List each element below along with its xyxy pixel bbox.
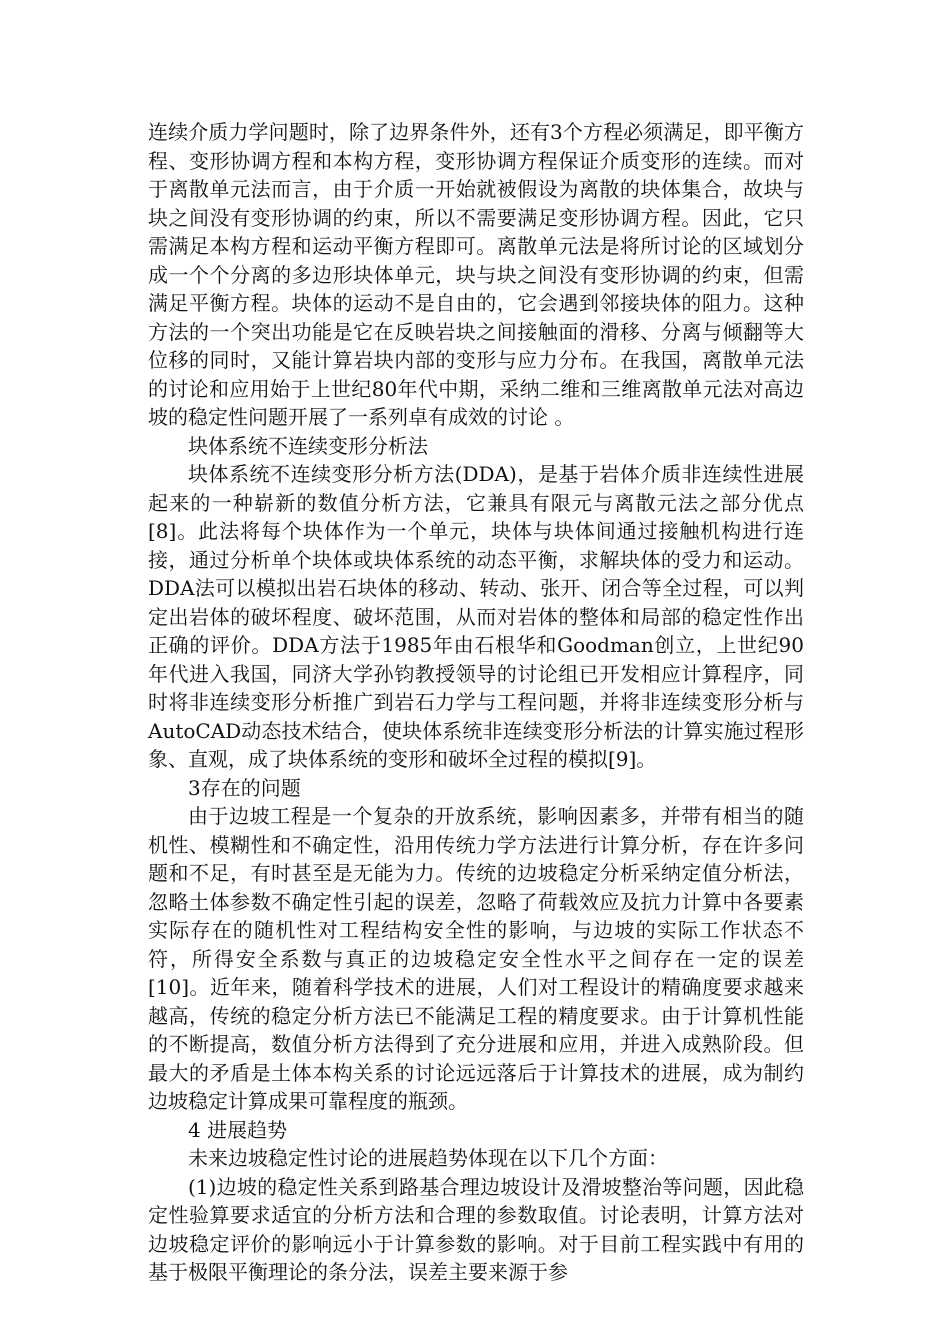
heading-dda: 块体系统不连续变形分析法 — [188, 433, 428, 458]
heading-development-trends: 4 进展趋势 — [188, 1117, 288, 1142]
paragraph-trends-intro: 未来边坡稳定性讨论的进展趋势体现在以下几个方面： — [188, 1146, 668, 1170]
heading-existing-problems: 3存在的问题 — [188, 775, 301, 800]
document-page — [148, 118, 804, 1287]
paragraph-dda: 块体系统不连续变形分析方法(DDA)，是基于岩体介质非连续性进展起来的一种崭新的数值分析方法，它兼具有限元与离散元法之部分优点[8]。此法将每个块体作为一个单元，块体与块体间通过接触机构进行连接，通过分析单个块体或块体系统的动态平衡，求解块体的受力和运动。DDA法可以模拟出岩石块体的移动、转动、张开、闭合等全过程，可以判定出岩体的破坏程度、破坏范围，从而对岩体的整体和局部的稳定性作出正确的评价。DDA方法于1985年由石根华和Goodman创立，上世纪90年代进入我国，同济大学孙钧教授领导的讨论组已开发相应计算程序，同时将非连续变形分析推广到岩石力学与工程问题，并将非连续变形分析与AutoCAD动态技术结合，使块体系统非连续变形分析法的计算实施过程形象、直观，成了块体系统的变形和破坏全过程的模拟[9]。 — [148, 462, 804, 771]
paragraph-trend-1: (1)边坡的稳定性关系到路基合理边坡设计及滑坡整治等问题，因此稳定性验算要求适宜的分析方法和合理的参数取值。讨论表明，计算方法对边坡稳定评价的影响远小于计算参数的影响。对于目前工程实践中有用的基于极限平衡理论的条分法，误差主要来源于参 — [148, 1174, 804, 1284]
paragraph-discrete-element: 连续介质力学问题时，除了边界条件外，还有3个方程必须满足，即平衡方程、变形协调方程和本构方程，变形协调方程保证介质变形的连续。而对于离散单元法而言，由于介质一开始就被假设为离散的块体集合，故块与块之间没有变形协调的约束，所以不需要满足变形协调方程。因此，它只需满足本构方程和运动平衡方程即可。离散单元法是将所讨论的区域划分成一个个分离的多边形块体单元，块与块之间没有变形协调的约束，但需满足平衡方程。块体的运动不是自由的，它会遇到邻接块体的阻力。这种方法的一个突出功能是它在反映岩块之间接触面的滑移、分离与倾翻等大位移的同时，又能计算岩块内部的变形与应力分布。在我国，离散单元法的讨论和应用始于上世纪80年代中期，采纳二维和三维离散单元法对高边坡的稳定性问题开展了一系列卓有成效的讨论 。 — [148, 120, 804, 429]
paragraph-existing-problems: 由于边坡工程是一个复杂的开放系统，影响因素多，并带有相当的随机性、模糊性和不确定性，沿用传统力学方法进行计算分析，存在许多问题和不足，有时甚至是无能为力。传统的边坡稳定分析采纳定值分析法，忽略土体参数不确定性引起的误差，忽略了荷载效应及抗力计算中各要素实际存在的随机性对工程结构安全性的影响，与边坡的实际工作状态不符，所得安全系数与真正的边坡稳定安全性水平之间存在一定的误差[10]。近年来，随着科学技术的进展，人们对工程设计的精确度要求越来越高，传统的稳定分析方法已不能满足工程的精度要求。由于计算机性能的不断提高，数值分析方法得到了充分进展和应用，并进入成熟阶段。但最大的矛盾是土体本构关系的讨论远远落后于计算技术的进展，成为制约边坡稳定计算成果可靠程度的瓶颈。 — [148, 804, 804, 1113]
